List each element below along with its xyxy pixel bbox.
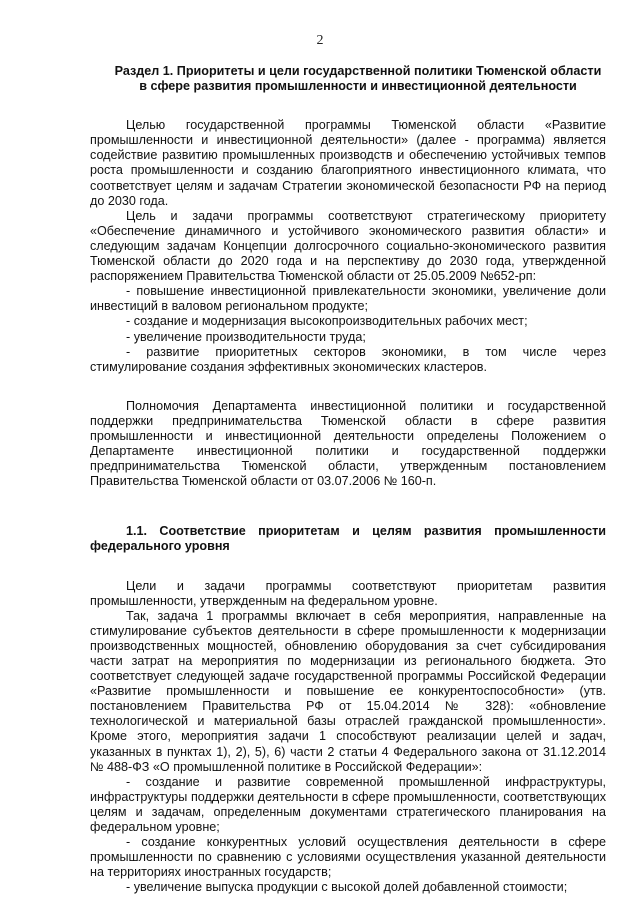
- list-item-productivity: - увеличение производительности труда;: [126, 329, 366, 344]
- paragraph-program-goal: Целью государственной программы Тюменской области «Развитие промышленности и инвестиционной деятельности» (далее - программа) является содействие развитию промышленных производств и обеспечению устойчивых темпов роста промышленности и созданию благоприятного инвестиционного климата, что соответствует целям и задачам Стратегии экономической безопасности РФ на период до 2030 года.: [90, 118, 606, 208]
- list-item-competitive-conditions: - создание конкурентных условий осуществления деятельности в сфере промышленности по сравнению с условиями осуществления указанной деятельности на территориях иностранных государств;: [90, 835, 606, 880]
- section-title: Раздел 1. Приоритеты и цели государственной политики Тюменской области в сфере развития промышленности и инвестиционной деятельности: [114, 64, 602, 94]
- list-item-jobs: - создание и модернизация высокопроизводительных рабочих мест;: [126, 314, 528, 329]
- page-number: 2: [316, 33, 324, 48]
- paragraph-department-powers: Полномочия Департамента инвестиционной политики и государственной поддержки предпринимательства Тюменской области в сфере развития промышленности и инвестиционной деятельности определены Положением о Департаменте инвестиционной политики и государственной поддержки предпринимательства Тюменской области, утвержденным постановлением Правительства Тюменской области от 03.07.2006 № 160-п.: [90, 398, 606, 489]
- list-item-clusters: - развитие приоритетных секторов экономики, в том числе через стимулирование создания эффективных экономических кластеров.: [90, 344, 606, 374]
- list-item-value-added: - увеличение выпуска продукции с высокой долей добавленной стоимости;: [126, 880, 568, 895]
- list-item-infrastructure: - создание и развитие современной промышленной инфраструктуры, инфраструктуры поддержки деятельности в сфере промышленности, соответствующих целям и задачам, определенным документами стратегического планирования на федеральном уровне;: [90, 774, 606, 835]
- document-body: [90, 64, 606, 896]
- paragraph-federal-priorities: Цели и задачи программы соответствуют приоритетам развития промышленности, утвержденным на федеральном уровне.: [90, 578, 606, 608]
- paragraph-strategic-priority: Цель и задачи программы соответствуют стратегическому приоритету «Обеспечение динамичного и устойчивого экономического развития области» и следующим задачам Концепции долгосрочного социально-экономического развития Тюменской области до 2020 года и на перспективу до 2030 года, утвержденной распоряжением Правительства Тюменской области от 25.05.2009 №652-рп:: [90, 208, 606, 284]
- paragraph-task-1: Так, задача 1 программы включает в себя мероприятия, направленные на стимулирование субъектов деятельности в сфере промышленности к модернизации производственных мощностей, обновлению оборудования за счет субсидирования части затрат на мероприятия по модернизации из регионального бюджета. Это соответствует следующей задаче государственной программы Российской Федерации «Развитие промышленности и повышение ее конкурентоспособности» (утв. постановлением Правительства РФ от 15.04.2014 № 328): «обновление технологической и материальной базы отраслей гражданской промышленности». Кроме этого, мероприятия задачи 1 способствуют реализации целей и задач, указанных в пунктах 1), 2), 5), 6) части 2 статьи 4 Федерального закона от 31.12.2014 № 488-ФЗ «О промышленной политике в Российской Федерации»:: [90, 608, 606, 774]
- subsection-title: 1.1. Соответствие приоритетам и целям развития промышленности федерального уровня: [90, 524, 606, 554]
- list-item-investment: - повышение инвестиционной привлекательности экономики, увеличение доли инвестиций в валовом региональном продукте;: [90, 284, 606, 314]
